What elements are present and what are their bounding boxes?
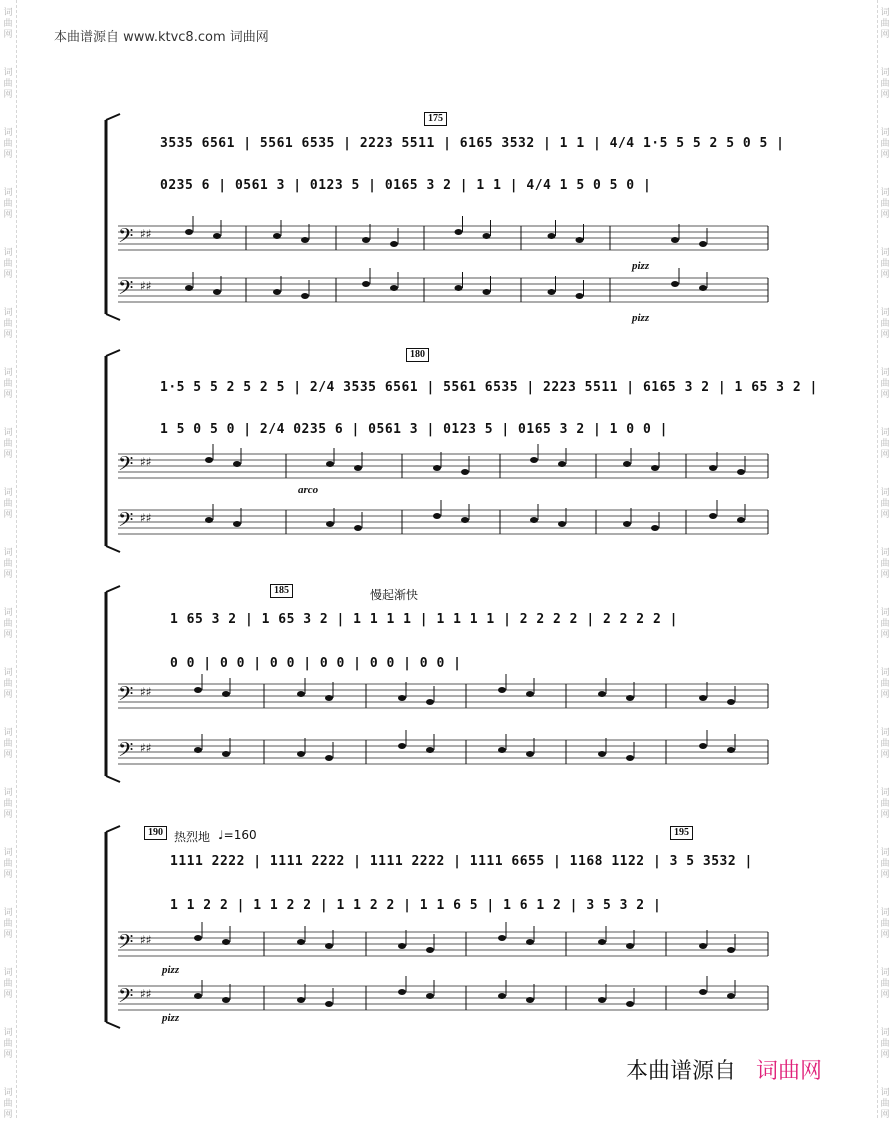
notehead xyxy=(362,237,370,243)
articulation-label: arco xyxy=(298,484,319,496)
system-bracket xyxy=(106,350,120,356)
key-signature: ♯♯ xyxy=(140,987,152,1001)
notehead xyxy=(273,289,281,295)
notehead xyxy=(699,989,707,995)
notehead xyxy=(398,695,406,701)
notehead xyxy=(325,695,333,701)
system-bracket xyxy=(106,586,120,592)
key-signature: ♯♯ xyxy=(140,933,152,947)
notehead xyxy=(326,521,334,527)
notehead xyxy=(426,993,434,999)
notehead xyxy=(671,281,679,287)
tempo-instruction: 慢起渐快 xyxy=(370,588,419,602)
side-watermark-mark: 词 曲 网 xyxy=(3,1088,13,1120)
side-watermark-mark: 词 曲 网 xyxy=(880,308,890,340)
side-watermark-mark: 词 曲 网 xyxy=(3,368,13,400)
side-watermark-mark: 词 曲 网 xyxy=(880,488,890,520)
side-watermark-mark: 词 曲 网 xyxy=(3,488,13,520)
notehead xyxy=(709,465,717,471)
notehead xyxy=(326,461,334,467)
system-bracket xyxy=(106,114,120,120)
notehead xyxy=(433,465,441,471)
notehead xyxy=(354,525,362,531)
notehead xyxy=(498,993,506,999)
notehead xyxy=(325,755,333,761)
system-bracket xyxy=(106,1022,120,1028)
notehead xyxy=(598,691,606,697)
side-watermark-mark: 词 曲 网 xyxy=(880,248,890,280)
side-watermark-mark: 词 曲 网 xyxy=(3,968,13,1000)
notehead xyxy=(548,233,556,239)
notehead xyxy=(297,691,305,697)
side-watermark-mark: 词 曲 网 xyxy=(3,68,13,100)
notehead xyxy=(598,939,606,945)
side-watermark-mark: 词 曲 网 xyxy=(3,908,13,940)
notehead xyxy=(651,465,659,471)
bass-clef: 𝄢 xyxy=(118,984,134,1012)
notehead xyxy=(498,747,506,753)
jianpu-row-2: 0 0 | 0 0 | 0 0 | 0 0 | 0 0 | 0 0 | xyxy=(170,656,462,671)
notehead xyxy=(727,947,735,953)
key-signature: ♯♯ xyxy=(140,227,152,241)
notehead xyxy=(548,289,556,295)
side-watermark-mark: 词 曲 网 xyxy=(880,188,890,220)
header-watermark: 本曲谱源自 www.ktvc8.com 词曲网 xyxy=(54,30,269,45)
side-watermark-mark: 词 曲 网 xyxy=(3,1028,13,1060)
side-watermark-mark: 词 曲 网 xyxy=(3,668,13,700)
articulation-label: pizz xyxy=(632,260,650,272)
side-watermark-mark: 词 曲 网 xyxy=(3,308,13,340)
system-bracket xyxy=(106,546,120,552)
jianpu-row-1: 1·5 5 5 2 5 2 5 | 2/4 3535 6561 | 5561 6535 | 2223 5511 | 6165 3 2 | 1 65 3 2 | xyxy=(160,380,818,395)
notehead xyxy=(699,285,707,291)
system-bracket xyxy=(106,826,120,832)
notehead xyxy=(461,517,469,523)
notehead xyxy=(727,699,735,705)
notehead xyxy=(233,461,241,467)
notehead xyxy=(455,229,463,235)
notehead xyxy=(362,281,370,287)
rehearsal-mark: 185 xyxy=(270,584,293,598)
bass-clef: 𝄢 xyxy=(118,452,134,480)
key-signature: ♯♯ xyxy=(140,511,152,525)
key-signature: ♯♯ xyxy=(140,279,152,293)
notehead xyxy=(398,989,406,995)
notehead xyxy=(194,687,202,693)
notehead xyxy=(354,465,362,471)
articulation-label: pizz xyxy=(162,964,180,976)
notehead xyxy=(426,747,434,753)
notehead xyxy=(297,997,305,1003)
notehead xyxy=(301,293,309,299)
notehead xyxy=(727,993,735,999)
notehead xyxy=(222,751,230,757)
notehead xyxy=(325,1001,333,1007)
notehead xyxy=(297,751,305,757)
bass-clef: 𝄢 xyxy=(118,930,134,958)
side-watermark-mark: 词 曲 网 xyxy=(3,608,13,640)
side-watermark-mark: 词 曲 网 xyxy=(3,248,13,280)
system-bracket xyxy=(106,776,120,782)
notehead xyxy=(699,695,707,701)
notehead xyxy=(185,285,193,291)
notehead xyxy=(297,939,305,945)
notehead xyxy=(626,1001,634,1007)
notehead xyxy=(398,743,406,749)
side-watermark-mark: 词 曲 网 xyxy=(3,428,13,460)
side-watermark-mark: 词 曲 网 xyxy=(3,8,13,40)
notehead xyxy=(213,289,221,295)
system-bracket xyxy=(106,314,120,320)
notehead xyxy=(455,285,463,291)
notehead xyxy=(671,237,679,243)
side-watermark-mark: 词 曲 网 xyxy=(3,788,13,820)
notehead xyxy=(205,517,213,523)
side-watermark-mark: 词 曲 网 xyxy=(880,848,890,880)
notehead xyxy=(699,743,707,749)
notehead xyxy=(623,521,631,527)
side-watermark-mark: 词 曲 网 xyxy=(3,728,13,760)
notehead xyxy=(576,293,584,299)
notehead xyxy=(273,233,281,239)
key-signature: ♯♯ xyxy=(140,455,152,469)
key-signature: ♯♯ xyxy=(140,741,152,755)
notehead xyxy=(390,241,398,247)
footer-source-text: 本曲谱源自 xyxy=(626,1059,737,1084)
notehead xyxy=(737,517,745,523)
side-watermark-mark: 词 曲 网 xyxy=(880,668,890,700)
rehearsal-mark: 175 xyxy=(424,112,447,126)
metronome-mark: ♩=160 xyxy=(218,828,257,842)
bass-clef: 𝄢 xyxy=(118,508,134,536)
notehead xyxy=(222,997,230,1003)
side-watermark-mark: 词 曲 网 xyxy=(880,548,890,580)
notehead xyxy=(185,229,193,235)
notehead xyxy=(205,457,213,463)
side-watermark-mark: 词 曲 网 xyxy=(880,8,890,40)
footer-watermark xyxy=(626,1054,822,1085)
side-watermark-mark: 词 曲 网 xyxy=(880,68,890,100)
notehead xyxy=(526,939,534,945)
notehead xyxy=(699,943,707,949)
bass-clef: 𝄢 xyxy=(118,224,134,252)
notehead xyxy=(598,997,606,1003)
footer-site-name: 词曲网 xyxy=(756,1059,823,1084)
side-watermark-mark: 词 曲 网 xyxy=(880,128,890,160)
notehead xyxy=(727,747,735,753)
jianpu-row-1: 3535 6561 | 5561 6535 | 2223 5511 | 6165 3532 | 1 1 | 4/4 1·5 5 5 2 5 0 5 | xyxy=(160,136,785,151)
side-watermark-mark: 词 曲 网 xyxy=(880,1028,890,1060)
notehead xyxy=(526,997,534,1003)
notehead xyxy=(222,691,230,697)
notehead xyxy=(598,751,606,757)
notehead xyxy=(398,943,406,949)
jianpu-row-1: 1111 2222 | 1111 2222 | 1111 2222 | 1111 6655 | 1168 1122 | 3 5 3532 | xyxy=(170,854,753,869)
notehead xyxy=(194,993,202,999)
side-watermark-mark: 词 曲 网 xyxy=(880,428,890,460)
rehearsal-mark: 195 xyxy=(670,826,693,840)
tempo-instruction: 热烈地 xyxy=(174,830,211,844)
bass-clef: 𝄢 xyxy=(118,682,134,710)
side-watermark-mark: 词 曲 网 xyxy=(3,128,13,160)
notehead xyxy=(526,691,534,697)
side-watermark-mark: 词 曲 网 xyxy=(880,1088,890,1120)
notehead xyxy=(651,525,659,531)
notehead xyxy=(426,699,434,705)
key-signature: ♯♯ xyxy=(140,685,152,699)
rehearsal-mark: 180 xyxy=(406,348,429,362)
bass-clef: 𝄢 xyxy=(118,276,134,304)
notehead xyxy=(233,521,241,527)
notehead xyxy=(626,755,634,761)
notehead xyxy=(558,461,566,467)
notehead xyxy=(194,935,202,941)
articulation-label: pizz xyxy=(162,1012,180,1024)
notehead xyxy=(626,943,634,949)
notehead xyxy=(626,695,634,701)
notehead xyxy=(623,461,631,467)
bass-clef: 𝄢 xyxy=(118,738,134,766)
notehead xyxy=(222,939,230,945)
notehead xyxy=(699,241,707,247)
notehead xyxy=(390,285,398,291)
notehead xyxy=(325,943,333,949)
notehead xyxy=(194,747,202,753)
side-watermark-mark: 词 曲 网 xyxy=(880,788,890,820)
jianpu-row-2: 1 1 2 2 | 1 1 2 2 | 1 1 2 2 | 1 1 6 5 | 1 6 1 2 | 3 5 3 2 | xyxy=(170,898,662,913)
notehead xyxy=(301,237,309,243)
side-watermark-mark: 词 曲 网 xyxy=(880,368,890,400)
side-watermark-mark: 词 曲 网 xyxy=(3,548,13,580)
jianpu-row-2: 1 5 0 5 0 | 2/4 0235 6 | 0561 3 | 0123 5 | 0165 3 2 | 1 0 0 | xyxy=(160,422,668,437)
notehead xyxy=(433,513,441,519)
notehead xyxy=(483,233,491,239)
notehead xyxy=(530,517,538,523)
notehead xyxy=(426,947,434,953)
notehead xyxy=(709,513,717,519)
side-watermark-mark: 词 曲 网 xyxy=(880,968,890,1000)
notehead xyxy=(498,687,506,693)
notehead xyxy=(737,469,745,475)
side-watermark-mark: 词 曲 网 xyxy=(3,188,13,220)
side-watermark-mark: 词 曲 网 xyxy=(880,908,890,940)
side-watermark-mark: 词 曲 网 xyxy=(880,608,890,640)
notehead xyxy=(526,751,534,757)
notehead xyxy=(498,935,506,941)
notehead xyxy=(558,521,566,527)
jianpu-row-1: 1 65 3 2 | 1 65 3 2 | 1 1 1 1 | 1 1 1 1 | 2 2 2 2 | 2 2 2 2 | xyxy=(170,612,678,627)
notehead xyxy=(483,289,491,295)
notehead xyxy=(530,457,538,463)
side-watermark-mark: 词 曲 网 xyxy=(880,728,890,760)
side-watermark-mark: 词 曲 网 xyxy=(3,848,13,880)
jianpu-row-2: 0235 6 | 0561 3 | 0123 5 | 0165 3 2 | 1 1 | 4/4 1 5 0 5 0 | xyxy=(160,178,652,193)
articulation-label: pizz xyxy=(632,312,650,324)
notehead xyxy=(461,469,469,475)
notehead xyxy=(213,233,221,239)
rehearsal-mark: 190 xyxy=(144,826,167,840)
notehead xyxy=(576,237,584,243)
